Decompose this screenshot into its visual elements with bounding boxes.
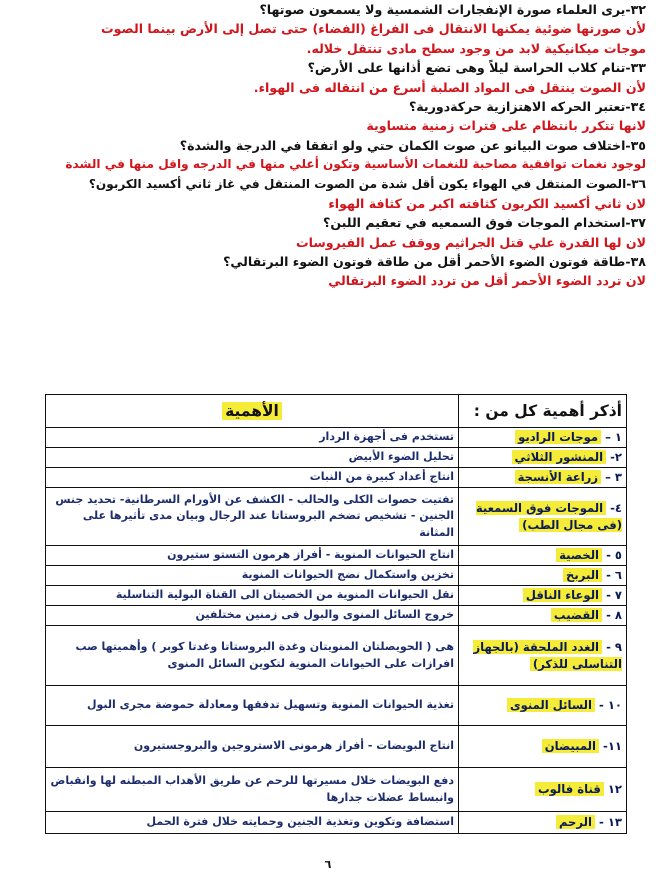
table-row [46,812,627,834]
item-cell: ٧ - الوعاء الناقل [459,586,627,606]
importance-table [45,394,627,834]
importance-cell: استضافة وتكوين وتغذية الجنين وحمايته خلال فترة الحمل [46,812,459,834]
item-name: الوعاء الناقل [523,588,602,602]
item-name: الرحم [556,815,595,829]
item-name: زراعة الأنسجة [515,470,601,484]
importance-cell: دفع البويضات خلال مسيرتها للرحم عن طريق الأهداب المبطنه لها وانقباض وانبساط عضلات جدارها [46,768,459,812]
answer-35: لوجود نغمات توافقية مصاحبة للنغمات الأساسية وتكون أعلي منها في الدرجه واقل منها في الشدة [65,157,646,172]
item-cell: ١ – موجات الراديو [459,428,627,448]
question-35: ٣٥-اختلاف صوت البيانو عن صوت الكمان حتي ولو اتفقا في الدرجة والشدة؟ [179,137,646,153]
item-number: ١٠ [607,698,622,713]
question-37: ٣٧-استخدام الموجات فوق السمعيه في تعقيم اللبن؟ [323,215,646,231]
item-name: الغدد الملحقة (بالجهاز التناسلى للذكر) [473,640,622,671]
item-number: ٧ [614,588,622,603]
item-name: المنشور الثلاثي [512,450,607,464]
importance-cell: نقل الحيوانات المنوية من الخصيتان الى القناة البولية التناسلية [46,586,459,606]
table-row [46,768,627,812]
question-33: ٣٣-تنام كلاب الحراسة ليلاً وهى تضع أذانها على الأرض؟ [307,60,646,76]
item-cell: ٨ - القضيب [459,606,627,626]
importance-cell: تستخدم فى أجهزة الردار [46,428,459,448]
table-row [46,448,627,468]
table-row [46,726,627,768]
question-32: ٣٢-يرى العلماء صورة الإنفجارات الشمسية ولا يسمعون صوتها؟ [259,2,646,17]
answer-32-line1: لأن صورتها ضوئية يمكنها الانتقال فى الفراغ (الفضاء) حتى تصل إلى الأرض بينما الصوت [101,21,646,37]
item-number: ١١ [607,739,622,754]
item-number: ٢ [614,450,622,465]
item-number: ٥ [614,548,622,563]
item-cell: ٤- الموجات فوق السمعية (فى مجال الطب) [459,488,627,546]
table-row [46,686,627,726]
item-cell [459,768,627,812]
item-name: القضيب [551,608,602,622]
header-importance [46,395,459,428]
table-row [46,626,627,686]
item-name: قناة فالوب [535,782,604,796]
item-name: الموجات فوق السمعية (فى مجال الطب) [475,501,622,532]
importance-cell: تفتيت حصوات الكلى والحالب - الكشف عن الأورام السرطانية- تحديد جنس الجنين - تشخيص تضخم البروستاتا عند الرجال وبيان مدى تأثيرها على المثانة [46,488,459,546]
answer-32-line2: موجات ميكانيكية لابد من وجود سطح مادى تنتقل خلاله. [306,40,646,56]
item-cell: ٢- المنشور الثلاثي [459,448,627,468]
item-cell: ٥ - الخصية [459,546,627,566]
table-row [46,606,627,626]
answer-34: لانها تتكرر بانتظام على فترات زمنية متساوية [366,118,646,134]
answer-36: لان ثاني أكسيد الكربون كثافته اكبر من كثافة الهواء [328,195,646,211]
qa-section [6,0,646,291]
item-name: المبيضان [542,739,599,753]
table-row [46,488,627,546]
answer-37: لان لها القدرة علي قتل الجراثيم ووقف عمل الفيروسات [295,234,646,250]
item-cell: ٣ – زراعة الأنسجة [459,468,627,488]
importance-cell: انتاج أعداد كبيرة من النبات [46,468,459,488]
table-header-row [46,395,627,428]
answer-38: لان تردد الضوء الأحمر أقل من تردد الضوء البرتقالي [328,273,646,289]
table-row [46,546,627,566]
header-item: أذكر أهمية كل من : [459,395,627,428]
item-number: ١٣ [607,815,622,830]
importance-cell: خروج السائل المنوى والبول فى زمنين مختلفين [46,606,459,626]
answer-33: لأن الصوت ينتقل فى المواد الصلبة أسرع من انتقاله فى الهواء. [253,79,646,95]
importance-cell: تغذية الحيوانات المنوية وتسهيل تدفقها ومعادلة حموضة مجرى البول [46,686,459,726]
item-number: ٣ [614,470,622,485]
item-number: ٨ [614,608,622,623]
item-number: ١٢ [607,782,622,797]
importance-cell: تحليل الضوء الأبيض [46,448,459,468]
question-38: ٣٨-طاقة فوتون الضوء الأحمر أقل من طاقة فوتون الضوء البرتقالي؟ [223,254,646,270]
importance-cell: انتاج الحيوانات المنوية - أفراز هرمون التستو ستيرون [46,546,459,566]
item-number: ١ [614,430,622,445]
item-number: ٦ [614,568,622,583]
question-34: ٣٤-تعتبر الحركه الاهتزازية حركةدورية؟ [408,98,646,114]
table-row [46,566,627,586]
item-cell: ٩ - الغدد الملحقة (بالجهاز التناسلى للذكر) [459,626,627,686]
header-importance-label: الأهمية [222,402,282,420]
importance-cell: انتاج البويضات - أفراز هرمونى الاستروجين والبروجستيرون [46,726,459,768]
item-number: ٩ [614,640,622,654]
item-name: البربخ [563,568,602,582]
item-number: ٤ [614,501,622,515]
item-cell: ١١- المبيضان [459,726,627,768]
item-name: موجات الراديو [515,430,601,444]
table-row [46,468,627,488]
page-number: ٦ [324,858,332,871]
item-name: السائل المنوى [507,698,595,712]
importance-cell: هى ( الحويصلتان المنويتان وغدة البروستاتا وغدتا كوبر ) وأهميتها صب افرازات على الحيوانات المنوية لتكوين السائل المنوى [46,626,459,686]
item-cell: ١٣ - الرحم [459,812,627,834]
item-cell: ٦ - البربخ [459,566,627,586]
item-cell: ١٠ - السائل المنوى [459,686,627,726]
item-name: الخصية [556,548,602,562]
table-row [46,586,627,606]
table-row [46,428,627,448]
question-36: ٣٦-الصوت المنتقل في الهواء يكون أقل شدة من الصوت المنتقل في غاز ثاني أكسيد الكربون؟ [88,176,646,191]
importance-cell: تخزين واستكمال نضج الحيوانات المنوية [46,566,459,586]
